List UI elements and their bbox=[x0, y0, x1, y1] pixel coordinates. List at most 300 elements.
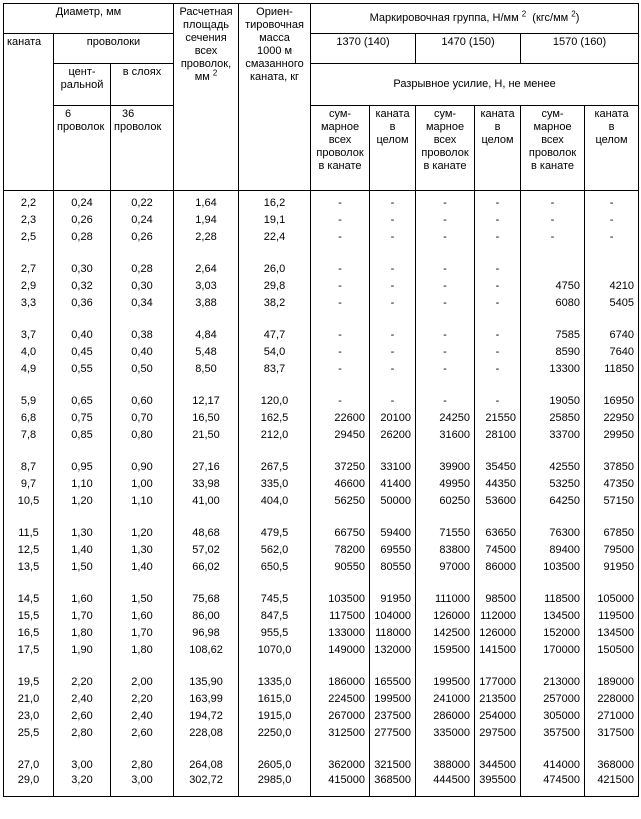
cell-layer-wire-diameter: 0,24 bbox=[111, 212, 174, 229]
cell-sum-1470: - bbox=[416, 191, 475, 213]
cell-sum-1570 bbox=[521, 261, 585, 278]
spacer-cell bbox=[311, 246, 370, 261]
header-sum-1470: сум- марное всех проволок в канате bbox=[416, 106, 475, 191]
spacer-cell bbox=[521, 378, 585, 393]
cell-layer-wire-diameter: 1,10 bbox=[111, 493, 174, 510]
cell-mass: 335,0 bbox=[239, 476, 311, 493]
cell-whole-1470: 213500 bbox=[475, 691, 521, 708]
cell-whole-1570: 37850 bbox=[585, 459, 639, 476]
spacer-cell bbox=[416, 742, 475, 757]
cell-sum-1370: 415000 bbox=[311, 774, 370, 797]
spacer-cell bbox=[111, 444, 174, 459]
cell-central-wire-diameter: 2,80 bbox=[54, 725, 111, 742]
cell-area: 16,50 bbox=[174, 410, 239, 427]
cell-rope-diameter: 29,0 bbox=[4, 774, 54, 797]
cell-rope-diameter: 19,5 bbox=[4, 674, 54, 691]
spacer-cell bbox=[54, 444, 111, 459]
table-row bbox=[4, 393, 639, 410]
cell-central-wire-diameter: 1,80 bbox=[54, 625, 111, 642]
cell-area: 3,88 bbox=[174, 295, 239, 312]
cell-mass: 2250,0 bbox=[239, 725, 311, 742]
header-diameter: Диаметр, мм bbox=[4, 4, 174, 34]
cell-whole-1370: - bbox=[370, 278, 416, 295]
table-row bbox=[4, 674, 639, 691]
cell-sum-1370: 224500 bbox=[311, 691, 370, 708]
cell-sum-1470: - bbox=[416, 212, 475, 229]
cell-sum-1570: 213000 bbox=[521, 674, 585, 691]
cell-sum-1570: 414000 bbox=[521, 757, 585, 774]
spacer-cell bbox=[239, 576, 311, 591]
spacer-cell bbox=[239, 312, 311, 327]
spacer-cell bbox=[416, 312, 475, 327]
cell-sum-1470: - bbox=[416, 344, 475, 361]
spacer-cell bbox=[521, 312, 585, 327]
cell-area: 3,03 bbox=[174, 278, 239, 295]
cell-sum-1570: 7585 bbox=[521, 327, 585, 344]
cell-rope-diameter: 9,7 bbox=[4, 476, 54, 493]
cell-layer-wire-diameter: 1,30 bbox=[111, 542, 174, 559]
cell-whole-1470: - bbox=[475, 191, 521, 213]
cell-whole-1470: 63650 bbox=[475, 525, 521, 542]
cell-sum-1570: 4750 bbox=[521, 278, 585, 295]
cell-sum-1370: 133000 bbox=[311, 625, 370, 642]
spacer-cell bbox=[111, 576, 174, 591]
cell-layer-wire-diameter: 1,50 bbox=[111, 591, 174, 608]
header-layer-wires: в слоях bbox=[111, 64, 174, 106]
cell-rope-diameter: 6,8 bbox=[4, 410, 54, 427]
cell-sum-1470: - bbox=[416, 361, 475, 378]
cell-sum-1370: 362000 bbox=[311, 757, 370, 774]
cell-sum-1370: 22600 bbox=[311, 410, 370, 427]
cell-whole-1570: 228000 bbox=[585, 691, 639, 708]
spacer-cell bbox=[54, 510, 111, 525]
spacer-cell bbox=[4, 510, 54, 525]
cell-whole-1570: 271000 bbox=[585, 708, 639, 725]
cell-sum-1570: 42550 bbox=[521, 459, 585, 476]
spacer-cell bbox=[239, 378, 311, 393]
cell-mass: 650,5 bbox=[239, 559, 311, 576]
table-row bbox=[4, 295, 639, 312]
spacer-cell bbox=[311, 312, 370, 327]
table-row bbox=[4, 525, 639, 542]
spacer-cell bbox=[370, 742, 416, 757]
cell-sum-1370: - bbox=[311, 229, 370, 246]
table-row bbox=[4, 191, 639, 213]
cell-layer-wire-diameter: 0,34 bbox=[111, 295, 174, 312]
cell-sum-1470: 39900 bbox=[416, 459, 475, 476]
header-marking-group: Маркировочная группа, Н/мм $^2$ (кгс/мм $^2$) bbox=[311, 4, 639, 34]
spacer-cell bbox=[370, 510, 416, 525]
header-wire: проволоки bbox=[54, 34, 174, 64]
cell-mass: 955,5 bbox=[239, 625, 311, 642]
cell-whole-1570: 189000 bbox=[585, 674, 639, 691]
table-row bbox=[4, 361, 639, 378]
cell-sum-1470: 71550 bbox=[416, 525, 475, 542]
cell-layer-wire-diameter: 2,00 bbox=[111, 674, 174, 691]
spacer-cell bbox=[4, 742, 54, 757]
cell-sum-1570: 103500 bbox=[521, 559, 585, 576]
spacer-row bbox=[4, 659, 639, 674]
spacer-cell bbox=[4, 378, 54, 393]
spacer-cell bbox=[4, 576, 54, 591]
table-row bbox=[4, 476, 639, 493]
cell-mass: 22,4 bbox=[239, 229, 311, 246]
table-row bbox=[4, 493, 639, 510]
spacer-cell bbox=[239, 659, 311, 674]
cell-mass: 38,2 bbox=[239, 295, 311, 312]
cell-sum-1570: - bbox=[521, 212, 585, 229]
cell-mass: 47,7 bbox=[239, 327, 311, 344]
cell-sum-1570: 134500 bbox=[521, 608, 585, 625]
table-row bbox=[4, 708, 639, 725]
cell-central-wire-diameter: 1,30 bbox=[54, 525, 111, 542]
cell-area: 163,99 bbox=[174, 691, 239, 708]
cell-layer-wire-diameter: 0,38 bbox=[111, 327, 174, 344]
spacer-cell bbox=[475, 444, 521, 459]
cell-whole-1570: 47350 bbox=[585, 476, 639, 493]
cell-sum-1370: - bbox=[311, 212, 370, 229]
table-row bbox=[4, 591, 639, 608]
cell-whole-1370: - bbox=[370, 361, 416, 378]
cell-sum-1470: 241000 bbox=[416, 691, 475, 708]
cell-layer-wire-diameter: 0,30 bbox=[111, 278, 174, 295]
cell-whole-1370: 277500 bbox=[370, 725, 416, 742]
table-row bbox=[4, 327, 639, 344]
cell-rope-diameter: 3,3 bbox=[4, 295, 54, 312]
spacer-cell bbox=[475, 659, 521, 674]
cell-mass: 2605,0 bbox=[239, 757, 311, 774]
cell-area: 2,64 bbox=[174, 261, 239, 278]
cell-whole-1570: 119500 bbox=[585, 608, 639, 625]
cell-sum-1370: - bbox=[311, 295, 370, 312]
spacer-cell bbox=[311, 742, 370, 757]
spacer-cell bbox=[416, 246, 475, 261]
cell-whole-1370: 69550 bbox=[370, 542, 416, 559]
cell-sum-1470: 24250 bbox=[416, 410, 475, 427]
cell-area: 66,02 bbox=[174, 559, 239, 576]
spacer-cell bbox=[370, 659, 416, 674]
cell-rope-diameter: 11,5 bbox=[4, 525, 54, 542]
cell-whole-1570: 105000 bbox=[585, 591, 639, 608]
spacer-cell bbox=[585, 576, 639, 591]
cell-sum-1470: 31600 bbox=[416, 427, 475, 444]
cell-whole-1470: 53600 bbox=[475, 493, 521, 510]
cell-whole-1570: 67850 bbox=[585, 525, 639, 542]
spacer-cell bbox=[521, 246, 585, 261]
cell-whole-1370: - bbox=[370, 212, 416, 229]
cell-sum-1370: 29450 bbox=[311, 427, 370, 444]
cell-sum-1370: 46600 bbox=[311, 476, 370, 493]
cell-sum-1570: 8590 bbox=[521, 344, 585, 361]
cell-whole-1470: - bbox=[475, 327, 521, 344]
cell-central-wire-diameter: 1,10 bbox=[54, 476, 111, 493]
cell-whole-1470: 254000 bbox=[475, 708, 521, 725]
cell-whole-1370: 80550 bbox=[370, 559, 416, 576]
cell-layer-wire-diameter: 0,70 bbox=[111, 410, 174, 427]
cell-whole-1370: - bbox=[370, 261, 416, 278]
cell-mass: 479,5 bbox=[239, 525, 311, 542]
cell-mass: 1615,0 bbox=[239, 691, 311, 708]
spacer-cell bbox=[475, 312, 521, 327]
spacer-cell bbox=[370, 444, 416, 459]
cell-mass: 1335,0 bbox=[239, 674, 311, 691]
cell-sum-1570: 357500 bbox=[521, 725, 585, 742]
spacer-cell bbox=[416, 659, 475, 674]
cell-rope-diameter: 10,5 bbox=[4, 493, 54, 510]
cell-whole-1570: 22950 bbox=[585, 410, 639, 427]
cell-sum-1370: - bbox=[311, 261, 370, 278]
spacer-cell bbox=[4, 246, 54, 261]
spacer-cell bbox=[239, 444, 311, 459]
cell-whole-1470: 395500 bbox=[475, 774, 521, 797]
cell-whole-1370: 91950 bbox=[370, 591, 416, 608]
spacer-cell bbox=[111, 246, 174, 261]
header-grade-1470: 1470 (150) bbox=[416, 34, 521, 64]
cell-whole-1570: 368000 bbox=[585, 757, 639, 774]
cell-area: 41,00 bbox=[174, 493, 239, 510]
table-row bbox=[4, 608, 639, 625]
cell-whole-1470: - bbox=[475, 212, 521, 229]
spacer-cell bbox=[174, 444, 239, 459]
table-row bbox=[4, 261, 639, 278]
cell-whole-1470: 98500 bbox=[475, 591, 521, 608]
spacer-cell bbox=[174, 742, 239, 757]
cell-area: 57,02 bbox=[174, 542, 239, 559]
cell-whole-1470: - bbox=[475, 393, 521, 410]
cell-sum-1570: 53250 bbox=[521, 476, 585, 493]
cell-sum-1470: 335000 bbox=[416, 725, 475, 742]
cell-sum-1370: 66750 bbox=[311, 525, 370, 542]
table-row bbox=[4, 459, 639, 476]
spacer-cell bbox=[4, 444, 54, 459]
cell-mass: 562,0 bbox=[239, 542, 311, 559]
cell-whole-1370: 20100 bbox=[370, 410, 416, 427]
cell-whole-1370: 50000 bbox=[370, 493, 416, 510]
cell-central-wire-diameter: 2,40 bbox=[54, 691, 111, 708]
spacer-cell bbox=[475, 742, 521, 757]
cell-sum-1570: 89400 bbox=[521, 542, 585, 559]
cell-sum-1370: 103500 bbox=[311, 591, 370, 608]
cell-whole-1470: 112000 bbox=[475, 608, 521, 625]
cell-layer-wire-diameter: 1,40 bbox=[111, 559, 174, 576]
spacer-cell bbox=[54, 246, 111, 261]
cell-rope-diameter: 17,5 bbox=[4, 642, 54, 659]
cell-sum-1570: 13300 bbox=[521, 361, 585, 378]
header-whole-1570: каната в целом bbox=[585, 106, 639, 191]
spacer-cell bbox=[475, 378, 521, 393]
cell-sum-1570: - bbox=[521, 229, 585, 246]
table-row bbox=[4, 625, 639, 642]
cell-whole-1370: 199500 bbox=[370, 691, 416, 708]
cell-sum-1470: 388000 bbox=[416, 757, 475, 774]
spacer-cell bbox=[54, 576, 111, 591]
spacer-cell bbox=[585, 312, 639, 327]
cell-central-wire-diameter: 0,45 bbox=[54, 344, 111, 361]
cell-whole-1470: - bbox=[475, 361, 521, 378]
spacer-cell bbox=[416, 378, 475, 393]
cell-whole-1470: 141500 bbox=[475, 642, 521, 659]
spacer-cell bbox=[54, 312, 111, 327]
cell-sum-1570: 25850 bbox=[521, 410, 585, 427]
spacer-cell bbox=[416, 576, 475, 591]
cell-whole-1370: 237500 bbox=[370, 708, 416, 725]
cell-layer-wire-diameter: 0,60 bbox=[111, 393, 174, 410]
cell-mass: 847,5 bbox=[239, 608, 311, 625]
spacer-cell bbox=[311, 510, 370, 525]
cell-central-wire-diameter: 0,28 bbox=[54, 229, 111, 246]
spacer-cell bbox=[111, 742, 174, 757]
cell-central-wire-diameter: 1,60 bbox=[54, 591, 111, 608]
spacer-cell bbox=[239, 742, 311, 757]
cell-mass: 404,0 bbox=[239, 493, 311, 510]
cell-rope-diameter: 23,0 bbox=[4, 708, 54, 725]
cell-sum-1470: 142500 bbox=[416, 625, 475, 642]
cell-whole-1570: 79500 bbox=[585, 542, 639, 559]
cell-rope-diameter: 2,3 bbox=[4, 212, 54, 229]
spacer-cell bbox=[370, 312, 416, 327]
spacer-row bbox=[4, 246, 639, 261]
spacer-cell bbox=[311, 378, 370, 393]
rope-specification-table bbox=[3, 3, 639, 797]
cell-whole-1570: 16950 bbox=[585, 393, 639, 410]
cell-sum-1370: - bbox=[311, 327, 370, 344]
table-row bbox=[4, 278, 639, 295]
cell-sum-1370: - bbox=[311, 344, 370, 361]
cell-central-wire-diameter: 0,40 bbox=[54, 327, 111, 344]
cell-rope-diameter: 15,5 bbox=[4, 608, 54, 625]
cell-area: 194,72 bbox=[174, 708, 239, 725]
spacer-row bbox=[4, 312, 639, 327]
cell-sum-1570: 6080 bbox=[521, 295, 585, 312]
cell-sum-1470: 444500 bbox=[416, 774, 475, 797]
spacer-cell bbox=[311, 444, 370, 459]
cell-sum-1470: 97000 bbox=[416, 559, 475, 576]
cell-area: 228,08 bbox=[174, 725, 239, 742]
spacer-cell bbox=[54, 378, 111, 393]
cell-central-wire-diameter: 3,00 bbox=[54, 757, 111, 774]
cell-layer-wire-diameter: 0,26 bbox=[111, 229, 174, 246]
cell-area: 302,72 bbox=[174, 774, 239, 797]
cell-sum-1570: - bbox=[521, 191, 585, 213]
cell-sum-1470: - bbox=[416, 327, 475, 344]
spacer-cell bbox=[585, 246, 639, 261]
cell-mass: 54,0 bbox=[239, 344, 311, 361]
header-whole-1470: каната в целом bbox=[475, 106, 521, 191]
cell-sum-1470: 286000 bbox=[416, 708, 475, 725]
cell-central-wire-diameter: 1,50 bbox=[54, 559, 111, 576]
cell-rope-diameter: 14,5 bbox=[4, 591, 54, 608]
table-row bbox=[4, 410, 639, 427]
spacer-cell bbox=[585, 742, 639, 757]
spacer-cell bbox=[174, 576, 239, 591]
cell-whole-1470: - bbox=[475, 229, 521, 246]
cell-rope-diameter: 2,7 bbox=[4, 261, 54, 278]
cell-mass: 162,5 bbox=[239, 410, 311, 427]
cell-whole-1370: 26200 bbox=[370, 427, 416, 444]
cell-whole-1370: 104000 bbox=[370, 608, 416, 625]
cell-whole-1370: 33100 bbox=[370, 459, 416, 476]
cell-rope-diameter: 21,0 bbox=[4, 691, 54, 708]
cell-sum-1370: 312500 bbox=[311, 725, 370, 742]
cell-rope-diameter: 4,9 bbox=[4, 361, 54, 378]
cell-central-wire-diameter: 0,55 bbox=[54, 361, 111, 378]
cell-mass: 83,7 bbox=[239, 361, 311, 378]
spacer-cell bbox=[174, 246, 239, 261]
cell-sum-1370: 186000 bbox=[311, 674, 370, 691]
spacer-cell bbox=[111, 659, 174, 674]
cell-mass: 29,8 bbox=[239, 278, 311, 295]
cell-layer-wire-diameter: 0,90 bbox=[111, 459, 174, 476]
cell-central-wire-diameter: 1,70 bbox=[54, 608, 111, 625]
cell-sum-1570: 305000 bbox=[521, 708, 585, 725]
cell-sum-1470: - bbox=[416, 229, 475, 246]
cell-central-wire-diameter: 0,30 bbox=[54, 261, 111, 278]
spacer-cell bbox=[585, 659, 639, 674]
cell-area: 48,68 bbox=[174, 525, 239, 542]
cell-whole-1470: - bbox=[475, 261, 521, 278]
cell-mass: 267,5 bbox=[239, 459, 311, 476]
cell-area: 12,17 bbox=[174, 393, 239, 410]
cell-area: 27,16 bbox=[174, 459, 239, 476]
cell-mass: 19,1 bbox=[239, 212, 311, 229]
table-row bbox=[4, 725, 639, 742]
spacer-cell bbox=[370, 246, 416, 261]
table-row bbox=[4, 642, 639, 659]
cell-whole-1570: - bbox=[585, 212, 639, 229]
spacer-cell bbox=[521, 510, 585, 525]
spacer-cell bbox=[416, 444, 475, 459]
cell-sum-1570: 33700 bbox=[521, 427, 585, 444]
cell-whole-1370: - bbox=[370, 327, 416, 344]
header-rope: каната bbox=[4, 34, 54, 191]
cell-layer-wire-diameter: 0,80 bbox=[111, 427, 174, 444]
cell-whole-1470: 44350 bbox=[475, 476, 521, 493]
cell-sum-1470: - bbox=[416, 261, 475, 278]
cell-whole-1570: 91950 bbox=[585, 559, 639, 576]
cell-sum-1470: 111000 bbox=[416, 591, 475, 608]
cell-whole-1470: 297500 bbox=[475, 725, 521, 742]
header-breaking-force: Разрывное усилие, Н, не менее bbox=[311, 64, 639, 106]
cell-sum-1370: - bbox=[311, 278, 370, 295]
spacer-cell bbox=[111, 312, 174, 327]
cell-central-wire-diameter: 0,85 bbox=[54, 427, 111, 444]
spacer-cell bbox=[521, 742, 585, 757]
spacer-cell bbox=[416, 510, 475, 525]
cell-rope-diameter: 12,5 bbox=[4, 542, 54, 559]
table-row bbox=[4, 559, 639, 576]
cell-layer-wire-diameter: 0,22 bbox=[111, 191, 174, 213]
header-sum-1570: сум- марное всех проволок в канате bbox=[521, 106, 585, 191]
spacer-row bbox=[4, 444, 639, 459]
spacer-cell bbox=[475, 576, 521, 591]
cell-sum-1570: 64250 bbox=[521, 493, 585, 510]
cell-area: 86,00 bbox=[174, 608, 239, 625]
cell-whole-1370: - bbox=[370, 295, 416, 312]
cell-area: 4,84 bbox=[174, 327, 239, 344]
cell-central-wire-diameter: 0,36 bbox=[54, 295, 111, 312]
header-grade-1570: 1570 (160) bbox=[521, 34, 639, 64]
cell-central-wire-diameter: 0,95 bbox=[54, 459, 111, 476]
table-row bbox=[4, 774, 639, 797]
cell-sum-1570: 474500 bbox=[521, 774, 585, 797]
spacer-cell bbox=[311, 659, 370, 674]
cell-sum-1570: 170000 bbox=[521, 642, 585, 659]
cell-area: 5,48 bbox=[174, 344, 239, 361]
spacer-cell bbox=[475, 246, 521, 261]
cell-rope-diameter: 16,5 bbox=[4, 625, 54, 642]
cell-whole-1370: - bbox=[370, 229, 416, 246]
cell-layer-wire-diameter: 1,00 bbox=[111, 476, 174, 493]
